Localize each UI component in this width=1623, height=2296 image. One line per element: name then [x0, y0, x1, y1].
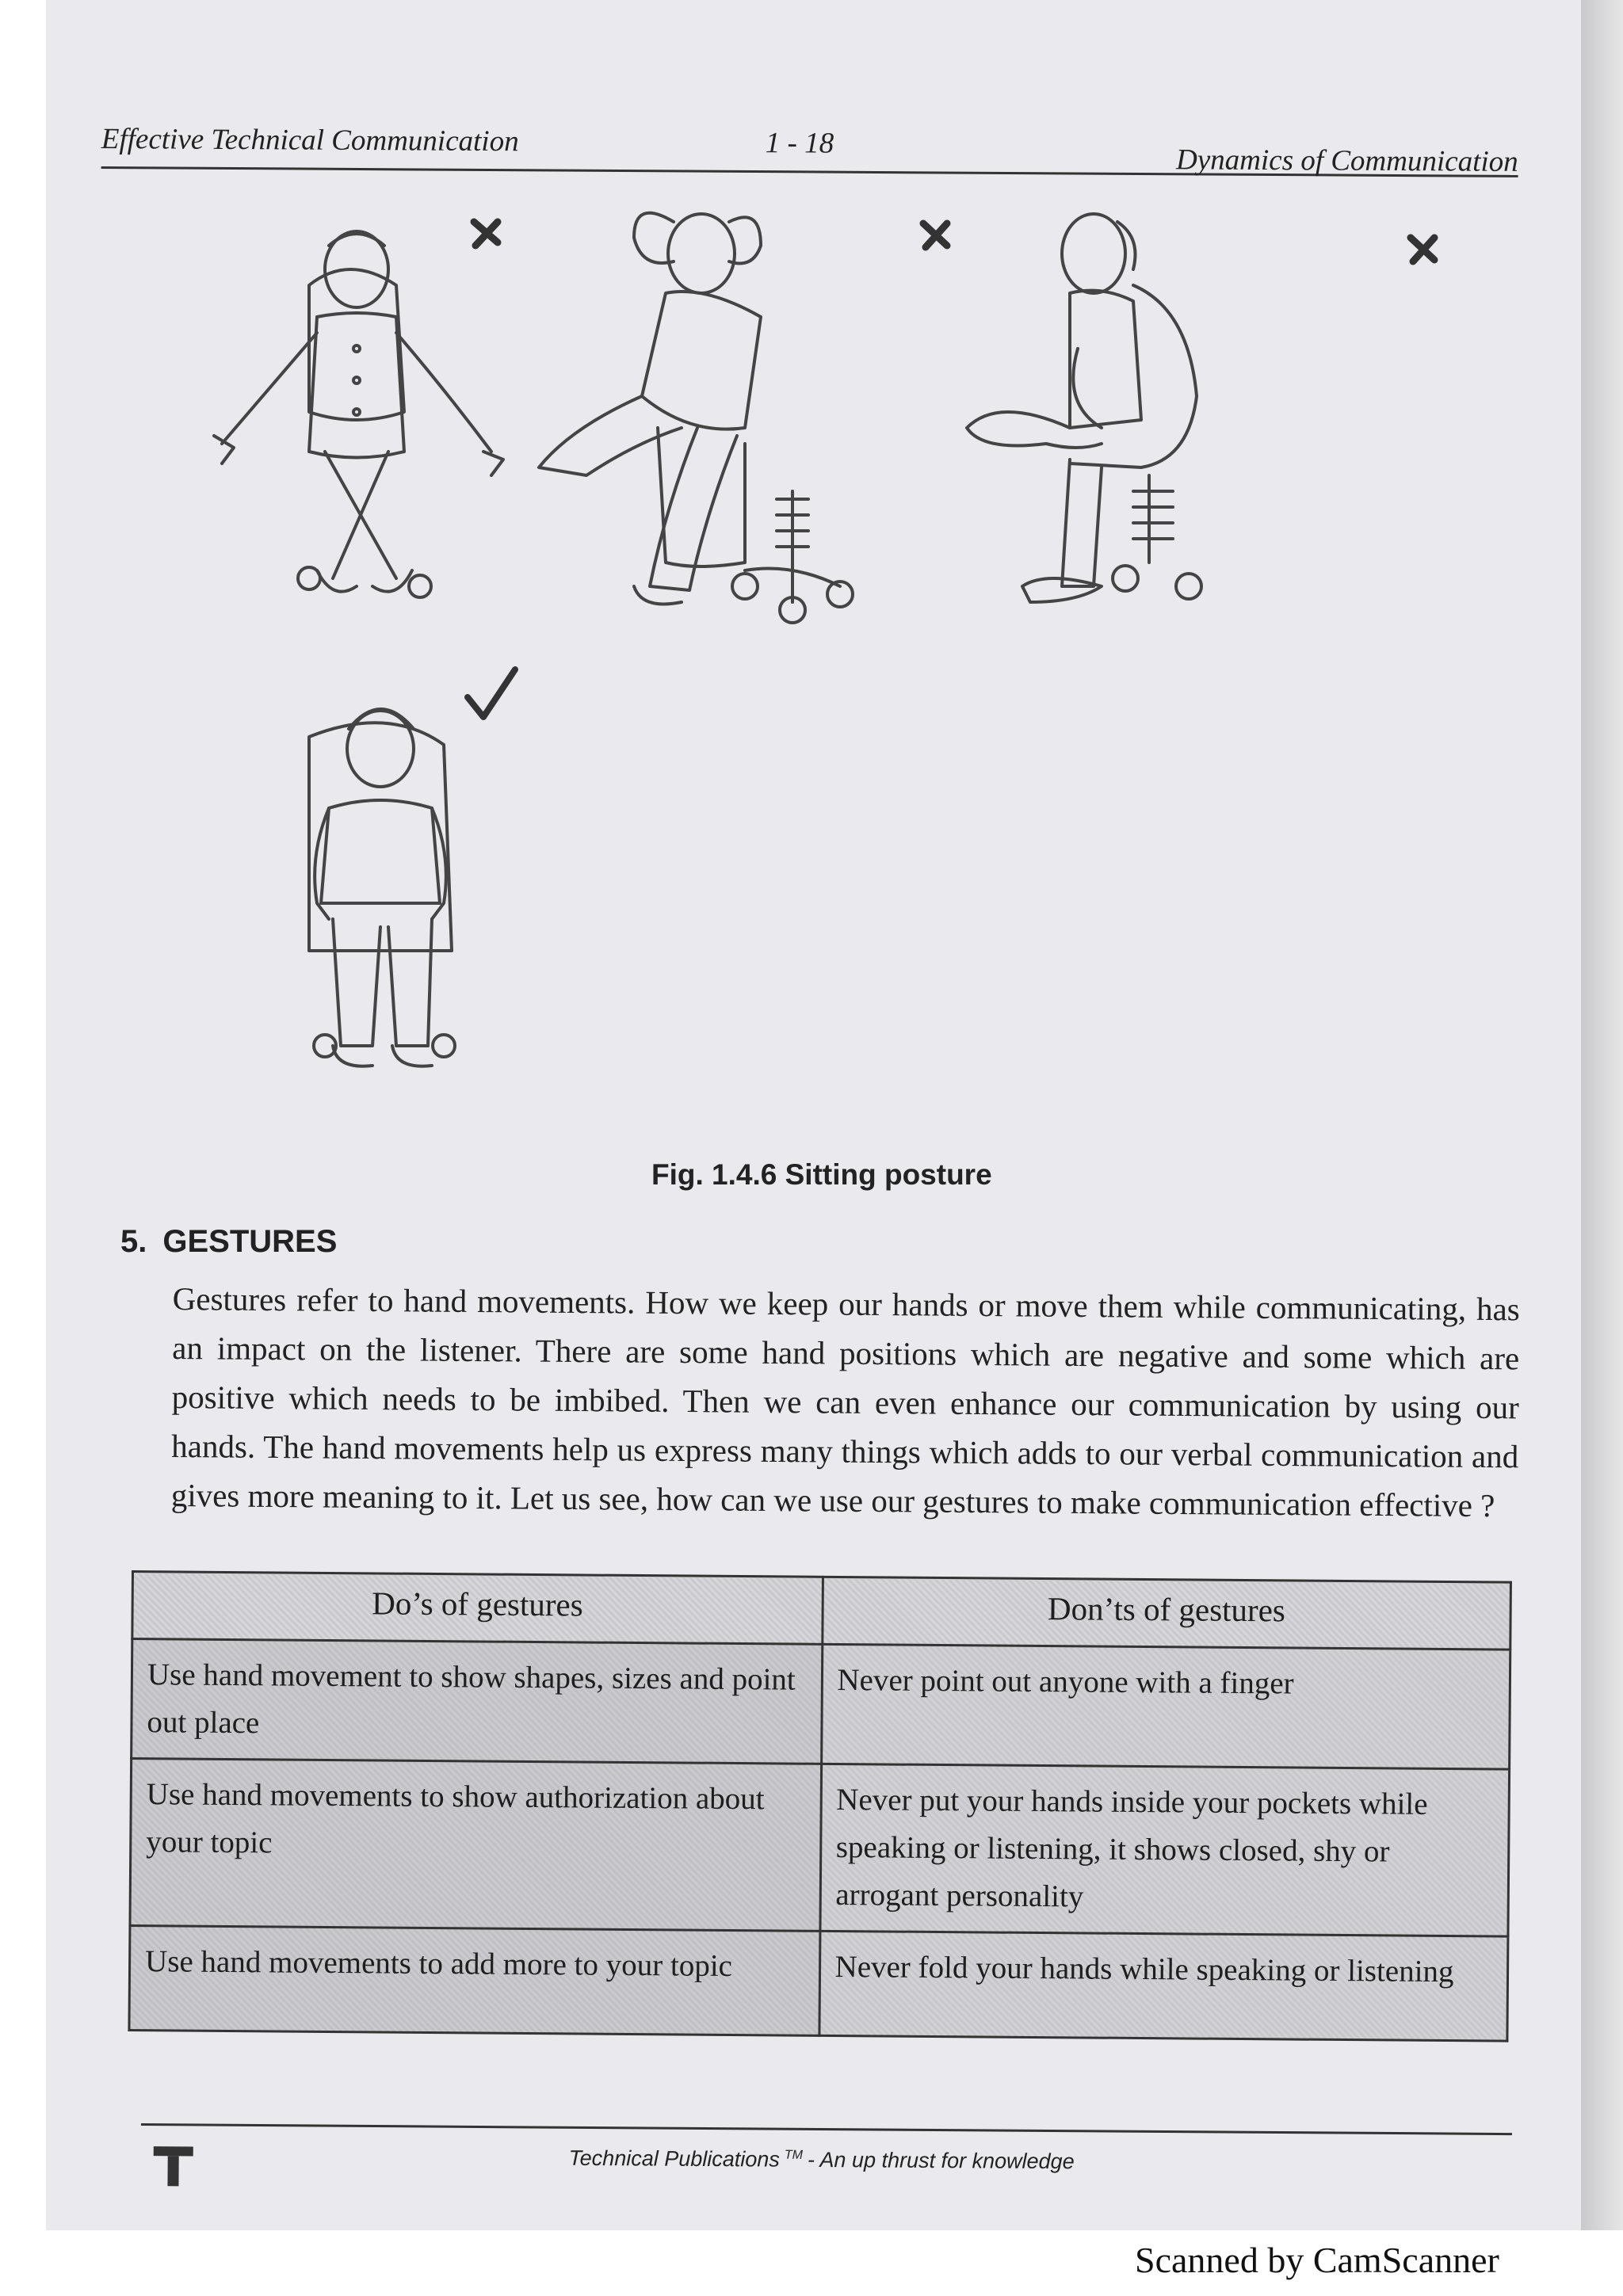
trademark: TM — [784, 2148, 804, 2162]
posture-drawing-upright — [309, 709, 455, 1066]
table-header-row — [132, 1572, 1511, 1650]
publisher-tagline: - An up thrust for knowledge — [807, 2147, 1075, 2174]
donts-cell: Never fold your hands while speaking or listening — [819, 1931, 1507, 2041]
footer-text — [569, 2146, 1075, 2174]
posture-drawing-leg-crossed — [967, 214, 1201, 602]
donts-header: Don’ts of gestures — [822, 1577, 1510, 1650]
dos-cell: Use hand movements to add more to your topic — [129, 1925, 820, 2035]
wrong-mark-3 — [1411, 238, 1434, 261]
running-header — [101, 119, 1518, 177]
book-title: Effective Technical Communication — [101, 122, 519, 158]
table-row — [130, 1759, 1510, 1937]
sitting-posture-figure — [190, 190, 1537, 1165]
donts-cell: Never put your hands inside your pockets while speaking or listening, it shows closed, shy or arrogant personality — [819, 1764, 1509, 1936]
chapter-title: Dynamics of Communication — [1175, 143, 1518, 178]
wrong-mark-1 — [474, 222, 498, 246]
donts-cell: Never point out anyone with a finger — [821, 1644, 1510, 1769]
posture-drawing-reclined — [539, 213, 853, 623]
section-number: 5. — [120, 1224, 147, 1259]
publisher-name: Technical Publications — [568, 2145, 780, 2172]
right-mark — [468, 669, 515, 717]
posture-drawing-slouched — [214, 231, 503, 597]
section-heading — [120, 1224, 337, 1260]
table-row — [129, 1925, 1508, 2041]
page-number: 1 - 18 — [765, 127, 834, 160]
page-footer — [141, 2123, 1512, 2183]
dos-cell: Use hand movement to show shapes, sizes and point out place — [132, 1639, 823, 1764]
table-row — [132, 1639, 1510, 1770]
gestures-paragraph: Gestures refer to hand movements. How we keep our hands or move them while communicating, has an impact on the listener. There are some hand positions which are negative and some which are positive which needs to be imbibed. Then we can even enhance our communication by using our hands. The hand movements help us express many things which adds to our verbal communication and gives more meaning to it. Let us see, how can we use our gestures to make communication effective ? — [170, 1280, 1520, 1524]
dos-cell: Use hand movements to show authorization about your topic — [130, 1759, 821, 1932]
scanner-watermark: Scanned by CamScanner — [1135, 2240, 1499, 2280]
section-title: GESTURES — [162, 1224, 338, 1259]
gestures-table — [128, 1570, 1512, 2042]
publisher-logo-icon — [150, 2142, 197, 2189]
page-edge-shadow — [1581, 0, 1623, 2230]
figure-caption: Fig. 1.4.6 Sitting posture — [651, 1158, 992, 1191]
dos-header: Do’s of gestures — [132, 1572, 823, 1645]
wrong-mark-2 — [923, 223, 947, 247]
